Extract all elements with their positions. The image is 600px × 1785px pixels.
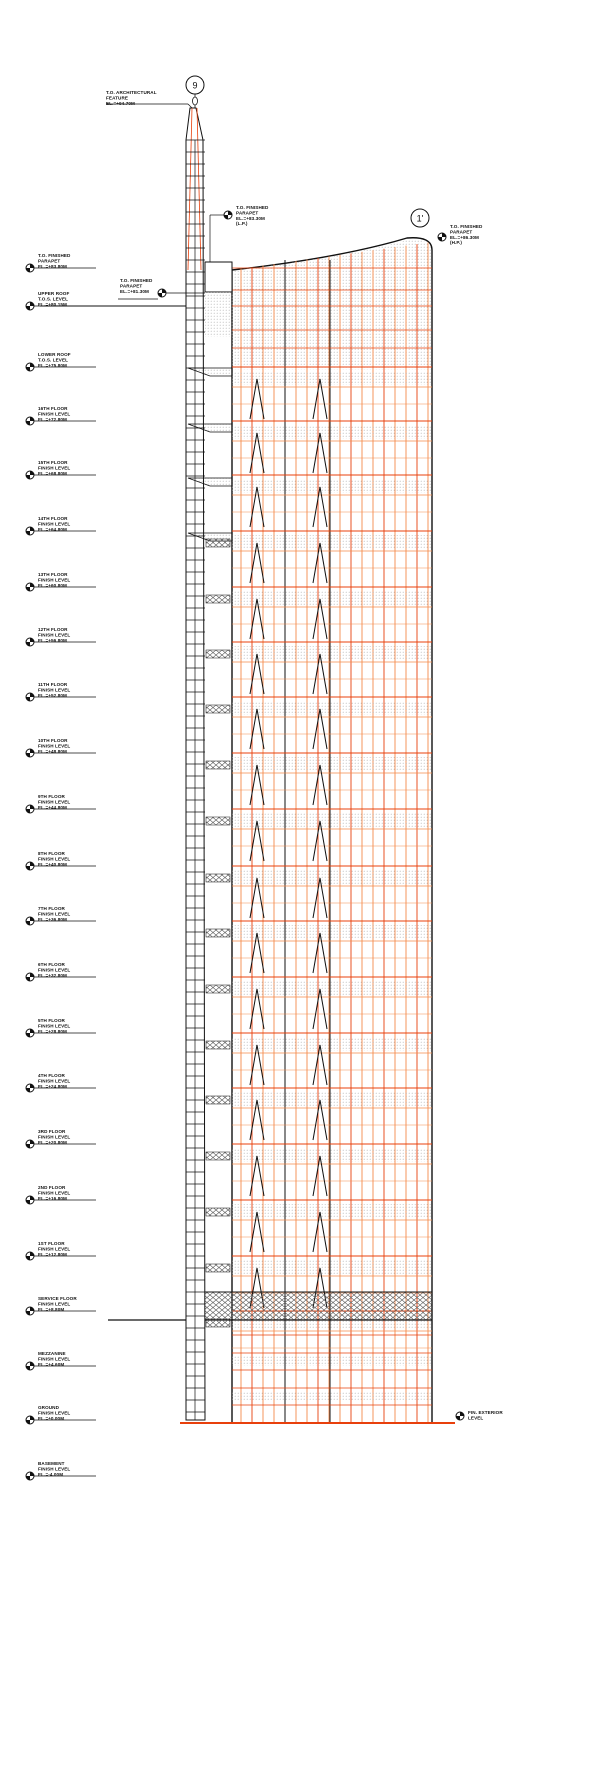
callout-marker-fin-exterior: [456, 1412, 464, 1420]
floor-spandrel: [232, 591, 432, 605]
floor-spandrel: [232, 701, 432, 715]
floor-spandrel: [232, 425, 432, 439]
connector-hatch: [206, 1208, 230, 1216]
connector-hatch: [206, 929, 230, 937]
connector-hatch: [206, 650, 230, 658]
connector-hatch: [205, 292, 232, 337]
level-labels: [26, 253, 186, 1480]
level-marker-4th: [26, 1084, 34, 1092]
floor-spandrel: [232, 535, 432, 549]
connector-hatch: [206, 1264, 230, 1272]
connector-hatch: [206, 1096, 230, 1104]
level-marker-14th: [26, 527, 34, 535]
floor-spandrel: [232, 646, 432, 660]
roof-spandrel-hatch: [232, 240, 432, 370]
callout-marker-parapet-lp: [224, 211, 232, 219]
level-label-10th: 10TH FLOOR FINISH LEVEL EL.=+48.80M: [38, 738, 71, 754]
connector-hatch: [206, 1152, 230, 1160]
level-label-11th: 11TH FLOOR FINISH LEVEL EL.=+52.80M: [38, 682, 71, 698]
floor-spandrel: [232, 813, 432, 827]
level-marker-12th: [26, 638, 34, 646]
level-marker-1st: [26, 1252, 34, 1260]
floor-spandrel: [232, 1260, 432, 1274]
level-label-14th: 14TH FLOOR FINISH LEVEL EL.=+64.80M: [38, 516, 71, 532]
callout-fin-exterior: FIN. EXTERIOR LEVEL: [468, 1410, 503, 1421]
level-marker-15th: [26, 471, 34, 479]
floor-spandrel: [232, 1092, 432, 1106]
floor-spandrel: [232, 1204, 432, 1218]
podium-spandrel: [232, 1356, 432, 1366]
callout-parapet-hp: T.O. FINISHED PARAPET EL.=+86.30M (H.P.): [450, 224, 483, 246]
connector-hatch: [206, 817, 230, 825]
grid-bubble-leader: [193, 97, 198, 105]
level-label-mezzanine: MEZZANINE FINISH LEVEL EL.=+4.60M: [38, 1351, 71, 1367]
level-marker-6th: [26, 973, 34, 981]
level-label-1st: 1ST FLOOR FINISH LEVEL EL.=+12.80M: [38, 1241, 71, 1257]
level-label-16th: 16TH FLOOR FINISH LEVEL EL.=+72.80M: [38, 406, 71, 422]
level-marker-10th: [26, 749, 34, 757]
level-marker-7th: [26, 917, 34, 925]
level-marker-2nd: [26, 1196, 34, 1204]
level-label-ground: GROUND FINISH LEVEL EL.=±0.00M: [38, 1405, 71, 1421]
level-label-7th: 7TH FLOOR FINISH LEVEL EL.=+36.80M: [38, 906, 71, 922]
connector-hatch: [206, 595, 230, 603]
service-floor-band: [186, 1292, 432, 1320]
grid-bubble-9-label: 9: [192, 80, 198, 91]
callout-marker-parapet: [158, 289, 166, 297]
connector-hatch: [206, 985, 230, 993]
floor-spandrel: [232, 925, 432, 939]
floor-spandrel: [232, 1037, 432, 1051]
level-label-lower-roof: LOWER ROOF T.O.S. LEVEL EL.=+75.80M: [38, 352, 71, 368]
level-marker-mezzanine: [26, 1362, 34, 1370]
level-label-13th: 13TH FLOOR FINISH LEVEL EL.=+60.80M: [38, 572, 71, 588]
level-marker-upper-roof: [26, 302, 34, 310]
level-marker-16th: [26, 417, 34, 425]
tower-outline: [232, 238, 432, 1423]
connector-block: [205, 262, 232, 292]
floor-spandrel: [232, 1148, 432, 1162]
level-marker-lower-roof: [26, 363, 34, 371]
callout-parapet-lp: T.O. FINISHED PARAPET EL.=+83.30M (L.P.): [236, 205, 269, 227]
level-label-roof-parapet: T.O. FINISHED PARAPET EL.=+83.80M: [38, 253, 71, 269]
floor-spandrel: [232, 757, 432, 771]
level-marker-ground: [26, 1416, 34, 1424]
level-label-4th: 4TH FLOOR FINISH LEVEL EL.=+24.80M: [38, 1073, 71, 1089]
connector-hatch: [206, 761, 230, 769]
connector-hatch: [206, 1319, 230, 1327]
level-marker-5th: [26, 1029, 34, 1037]
floor-spandrel: [232, 479, 432, 493]
level-label-9th: 9TH FLOOR FINISH LEVEL EL.=+44.80M: [38, 794, 71, 810]
level-marker-13th: [26, 583, 34, 591]
level-label-5th: 5TH FLOOR FINISH LEVEL EL.=+28.80M: [38, 1018, 71, 1034]
level-marker-basement: [26, 1472, 34, 1480]
floor-spandrel: [232, 981, 432, 995]
tower-elevation: [108, 76, 455, 1423]
connector-hatch: [206, 874, 230, 882]
level-label-12th: 12TH FLOOR FINISH LEVEL EL.=+56.80M: [38, 627, 71, 643]
level-marker-9th: [26, 805, 34, 813]
podium-spandrel: [232, 1391, 432, 1401]
level-label-2nd: 2ND FLOOR FINISH LEVEL EL.=+16.80M: [38, 1185, 71, 1201]
level-marker-11th: [26, 693, 34, 701]
connector-hatch: [206, 705, 230, 713]
callout-parapet: T.O. FINISHED PARAPET EL.=+81.30M: [120, 278, 153, 294]
connector-hatch: [206, 539, 230, 547]
callout-leader: [188, 104, 192, 108]
level-marker-8th: [26, 862, 34, 870]
level-label-basement: BASEMENT FINISH LEVEL EL.=-4.00M: [38, 1461, 71, 1477]
connector-hatch: [206, 1041, 230, 1049]
level-label-15th: 15TH FLOOR FINISH LEVEL EL.=+68.80M: [38, 460, 71, 476]
level-marker-service: [26, 1307, 34, 1315]
level-label-6th: 6TH FLOOR FINISH LEVEL EL.=+32.80M: [38, 962, 71, 978]
level-label-8th: 8TH FLOOR FINISH LEVEL EL.=+40.80M: [38, 851, 71, 867]
level-label-service: SERVICE FLOOR FINISH LEVEL EL.=+8.80M: [38, 1296, 77, 1312]
level-marker-roof-parapet: [26, 264, 34, 272]
floor-spandrel: [232, 371, 432, 385]
callout-architectural-feature: T.O. ARCHITECTURAL FEATURE EL.=+94.70M: [106, 90, 157, 106]
callout-marker-parapet-hp: [438, 233, 446, 241]
grid-bubble-1prime-label: 1': [416, 213, 424, 224]
level-label-upper-roof: UPPER ROOF T.O.S. LEVEL EL.=+80.15M: [38, 291, 70, 307]
level-label-3rd: 3RD FLOOR FINISH LEVEL EL.=+20.80M: [38, 1129, 71, 1145]
level-marker-3rd: [26, 1140, 34, 1148]
floor-spandrel: [232, 870, 432, 884]
